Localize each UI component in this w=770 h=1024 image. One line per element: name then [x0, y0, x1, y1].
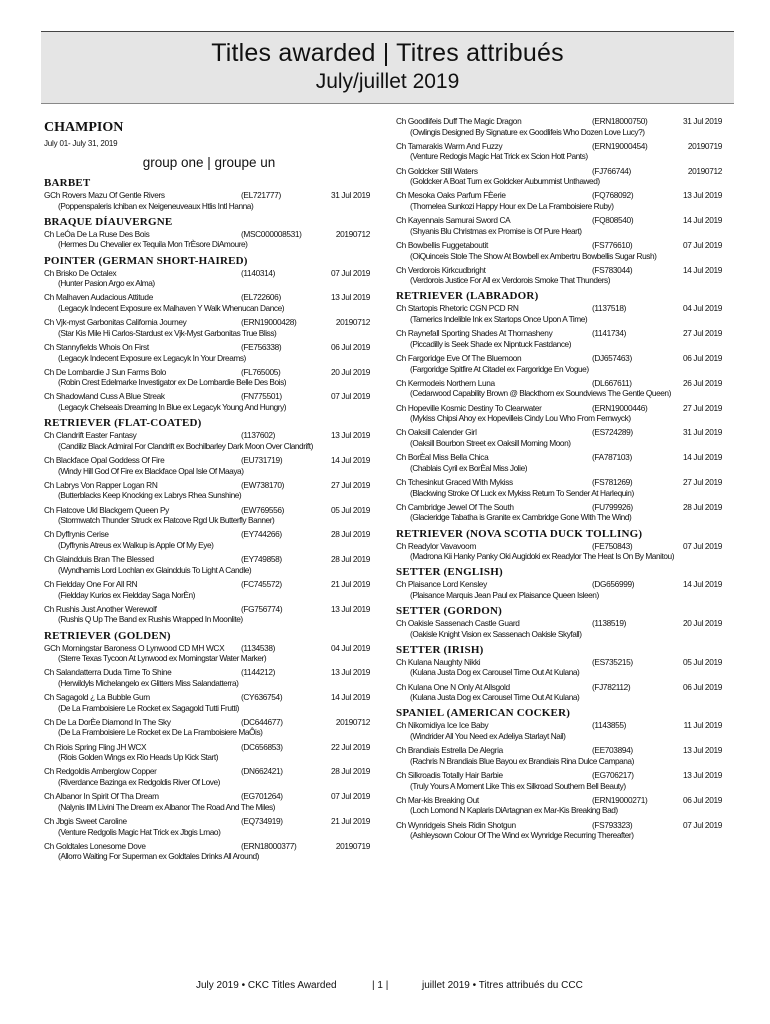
- dog-entry: [44, 317, 374, 328]
- registration-number: (FC745572): [241, 578, 282, 589]
- dog-entry: [44, 430, 374, 441]
- dog-parentage: (Tamerics Indelible Ink ex Startops Once Upon A Time): [410, 314, 588, 325]
- dog-entry: [44, 554, 374, 565]
- registration-number: (FU799926): [592, 501, 633, 512]
- dog-name: GCh Rovers Mazu Of Gentle Rivers: [44, 190, 165, 200]
- dog-parentage: (Mykiss Chipsi Ahoy ex Hopevilleis Cindy Lou Who From Fernwyck): [410, 413, 631, 424]
- dog-parentage: (Legacyk Indecent Exposure ex Legacyk In Your Dreams): [58, 352, 246, 363]
- award-date: 20190712: [335, 716, 370, 727]
- dog-name: Ch Plaisance Lord Kensley: [396, 579, 487, 590]
- dog-name: Ch Silkroadis Totally Hair Barbie: [396, 769, 503, 780]
- dog-parentage: (De La Framboisiere Le Rocket ex De La Framboisiere MaÔis): [58, 727, 263, 738]
- award-date: 13 Jul 2019: [330, 430, 370, 441]
- registration-number: (FN775501): [241, 391, 282, 402]
- award-date: 13 Jul 2019: [330, 603, 370, 614]
- page-number: | 1 |: [372, 980, 389, 991]
- registration-number: (EL721777): [241, 190, 281, 200]
- registration-number: (DL667611): [592, 377, 632, 388]
- award-date: 27 Jul 2019: [330, 479, 370, 490]
- dog-name: Ch Startopis Rhetoric CGN PCD RN: [396, 303, 519, 314]
- award-date: 21 Jul 2019: [330, 578, 370, 589]
- registration-number: (1138519): [592, 618, 627, 629]
- award-date: 13 Jul 2019: [330, 667, 370, 678]
- dog-entry: [44, 292, 374, 303]
- registration-number: (ES724289): [592, 427, 633, 438]
- dog-entry: [44, 816, 374, 827]
- dog-parentage: (Nalynis IlM Livini The Dream ex Albanor The Road And The Miles): [58, 801, 275, 812]
- registration-number: (ERN19000446): [592, 402, 648, 413]
- award-date: 07 Jul 2019: [682, 239, 722, 250]
- registration-number: (FQ808540): [592, 215, 634, 226]
- dog-parentage: (Poppenspaleris Ichiban ex Neigeneuveaux Htlis Intl Hanna): [58, 200, 254, 211]
- dog-entry: [44, 480, 374, 491]
- award-date: 14 Jul 2019: [330, 455, 370, 466]
- dog-entry: [396, 265, 726, 276]
- dog-entry: [44, 692, 374, 703]
- dog-entry: [396, 215, 726, 226]
- registration-number: (ES735215): [592, 656, 633, 667]
- dog-name: Ch Tamarakis Warm And Fuzzy: [396, 140, 503, 151]
- dog-name: Ch Kayennais Samurai Sword CA: [396, 215, 511, 226]
- registration-number: (FS776610): [592, 239, 633, 250]
- dog-parentage: (Hunter Pasion Argo ex Alma): [58, 278, 155, 289]
- dog-name: Ch Bowbellis Fuggetaboutit: [396, 239, 488, 250]
- dog-parentage: (Windy Hill God Of Fire ex Blackface Opal Isle Of Maaya): [58, 465, 244, 476]
- breed-heading: SETTER (IRISH): [396, 643, 484, 656]
- dog-entry: [44, 791, 374, 802]
- dog-parentage: (Ashleysown Colour Of The Wind ex Wynridge Recurring Thereafter): [410, 830, 634, 841]
- dog-entry: [44, 742, 374, 753]
- award-date: 27 Jul 2019: [682, 476, 722, 487]
- registration-number: (FG756774): [241, 603, 283, 614]
- registration-number: (FJ782112): [592, 681, 631, 692]
- dog-parentage: (Star Kis Mile Hi Carlos-Stardust ex Vjk-Myst Garbonitas True Bliss): [58, 327, 277, 338]
- award-date: 20 Jul 2019: [682, 618, 722, 629]
- award-date: 07 Jul 2019: [330, 791, 370, 802]
- dog-entry: [44, 643, 374, 654]
- breed-heading: RETRIEVER (GOLDEN): [44, 629, 171, 642]
- award-date: 31 Jul 2019: [682, 427, 722, 438]
- registration-number: (ERN19000428): [241, 317, 297, 328]
- dog-name: Ch Albanor In Spirit Of Tha Dream: [44, 791, 159, 802]
- award-date: 05 Jul 2019: [330, 504, 370, 515]
- dog-parentage: (Piccadilly is Seek Shade ex Nipntuck Fastdance): [410, 338, 572, 349]
- registration-number: (EG706217): [592, 769, 634, 780]
- dog-name: Ch Brisko De Octalex: [44, 267, 117, 278]
- registration-number: (CY636754): [241, 692, 283, 703]
- dog-parentage: (Owlingis Designed By Signature ex Goodlifeis Who Dozen Love Lucy?): [410, 126, 645, 137]
- dog-name: Ch Goldcker Still Waters: [396, 165, 478, 176]
- breed-heading: SETTER (GORDON): [396, 605, 502, 618]
- dog-parentage: (Goldcker A Boat Turn ex Goldcker Auburnmist Unthawed): [410, 176, 600, 187]
- registration-number: (ERN18000377): [241, 840, 297, 851]
- dog-parentage: (Kulana Justa Dog ex Carousel Time Out At Kulana): [410, 692, 580, 703]
- dog-parentage: (Fieldday Kurios ex Fieldday Saga NorÈn): [58, 589, 195, 600]
- award-date: 28 Jul 2019: [330, 554, 370, 565]
- award-date: 27 Jul 2019: [682, 328, 722, 339]
- award-date: 27 Jul 2019: [682, 402, 722, 413]
- award-date: 14 Jul 2019: [682, 264, 722, 275]
- dog-parentage: (Loch Lomond N Kaplaris DiArtagnan ex Mar-Kis Breaking Bad): [410, 805, 618, 816]
- dog-entry: [396, 618, 726, 629]
- award-date: 06 Jul 2019: [330, 341, 370, 352]
- registration-number: (DJ657463): [592, 353, 632, 364]
- registration-number: (EY744266): [241, 529, 282, 540]
- dog-parentage: (OiQuinceis Stole The Show At Bowbell ex Ambertru Bowbellis Sugar Rush): [410, 250, 657, 261]
- registration-number: (1141734): [592, 328, 627, 339]
- registration-number: (ERN18000750): [592, 116, 648, 126]
- award-date: 11 Jul 2019: [683, 720, 722, 731]
- registration-number: (EY749858): [241, 554, 282, 565]
- breed-heading: POINTER (GERMAN SHORT-HAIRED): [44, 254, 248, 267]
- award-date: 14 Jul 2019: [682, 452, 722, 463]
- dog-parentage: (Legacyk Chelseais Dreaming In Blue ex Legacyk Young And Hungry): [58, 402, 287, 413]
- dog-entry: [396, 820, 726, 831]
- dog-entry: [44, 841, 374, 852]
- dog-name: Ch Goodlifeis Duff The Magic Dragon: [396, 116, 522, 126]
- registration-number: (EQ734919): [241, 815, 283, 826]
- award-date: 20 Jul 2019: [330, 366, 370, 377]
- dog-parentage: (Blackwing Stroke Of Luck ex Mykiss Return To Sender At Harlequin): [410, 487, 634, 498]
- award-date: 20190712: [335, 228, 370, 239]
- dog-parentage: (Plaisance Marquis Jean Paul ex Plaisance Queen Isleen): [410, 589, 599, 600]
- award-date: 13 Jul 2019: [682, 190, 722, 201]
- registration-number: (FS781269): [592, 476, 633, 487]
- dog-entry: [44, 579, 374, 590]
- award-date: 07 Jul 2019: [330, 391, 370, 402]
- award-date: 14 Jul 2019: [682, 579, 722, 590]
- registration-number: (FJ766744): [592, 165, 631, 176]
- dog-name: Ch Verdorois Kirkcudbright: [396, 264, 486, 275]
- dog-name: GCh Morningstar Baroness O Lynwood CD MH WCX: [44, 642, 225, 653]
- dog-entry: [44, 342, 374, 353]
- dog-name: Ch Cambridge Jewel Of The South: [396, 501, 514, 512]
- dog-name: Ch Rushis Just Another Werewolf: [44, 603, 157, 614]
- registration-number: (ERN19000271): [592, 794, 648, 805]
- dog-parentage: (Shyanis Blu Christmas ex Promise is Of Pure Heart): [410, 225, 582, 236]
- dog-parentage: (Madrona Kii Hanky Panky Oki Augidoki ex Readylor The Heat Is On By Manitou): [410, 551, 675, 562]
- dog-name: Ch Stannyfields Whois On First: [44, 341, 149, 352]
- award-date: 28 Jul 2019: [330, 529, 370, 540]
- registration-number: (FL765005): [241, 366, 281, 377]
- dog-name: Ch Kermodeis Northern Luna: [396, 377, 495, 388]
- dog-name: Ch Shadowland Cuss A Blue Streak: [44, 391, 165, 402]
- dog-name: Ch Mesoka Oaks Parfum FÈerie: [396, 190, 506, 201]
- breed-heading: SPANIEL (AMERICAN COCKER): [396, 707, 571, 720]
- dog-name: Ch Flatcove Ukl Blackgem Queen Py: [44, 504, 169, 515]
- dog-name: Ch BorÈal Miss Bella Chica: [396, 452, 489, 463]
- dog-name: Ch Malhaven Audacious Attitude: [44, 292, 153, 303]
- registration-number: (1134538): [241, 642, 276, 653]
- registration-number: (DN662421): [241, 766, 283, 777]
- breed-heading: BARBET: [44, 177, 91, 189]
- dog-parentage: (Venture Redgolis Magic Hat Trick ex Jbgis Lmao): [58, 826, 221, 837]
- dog-parentage: (Chablais Cyril ex BorÈal Miss Jolie): [410, 462, 528, 473]
- registration-number: (FS783044): [592, 264, 633, 275]
- award-date: 31 Jul 2019: [682, 116, 722, 126]
- dog-name: Ch Hopeville Kosmic Destiny To Clearwater: [396, 402, 542, 413]
- registration-number: (DC644677): [241, 716, 283, 727]
- dog-entry: [396, 720, 726, 731]
- dog-parentage: (Fargoridge Spitfire At Citadel ex Fargoridge En Vogue): [410, 363, 589, 374]
- registration-number: (1137518): [592, 303, 627, 314]
- dog-name: Ch Glaindduis Bran The Blessed: [44, 554, 154, 565]
- dog-parentage: (Riois Golden Wings ex Rio Heads Up Kick Start): [58, 752, 219, 763]
- award-date: 28 Jul 2019: [330, 766, 370, 777]
- dog-parentage: (Oakisle Knight Vision ex Sassenach Oakisle Skyfall): [410, 628, 582, 639]
- dog-name: Ch Jbgis Sweet Caroline: [44, 815, 127, 826]
- award-date: 07 Jul 2019: [682, 540, 722, 551]
- dog-parentage: (Rushis Q Up The Band ex Rushis Wrapped In Moonlite): [58, 614, 243, 625]
- award-date: 21 Jul 2019: [330, 815, 370, 826]
- dog-name: Ch Wynridgeis Sheis Ridin Shotgun: [396, 819, 516, 830]
- left-column: [44, 116, 374, 866]
- registration-number: (FE756338): [241, 341, 282, 352]
- dog-parentage: (Legacyk Indecent Exposure ex Malhaven Y Walk Whenucan Dance): [58, 302, 285, 313]
- dog-entry: [396, 770, 726, 781]
- registration-number: (EW769556): [241, 504, 285, 515]
- award-date: 06 Jul 2019: [682, 681, 722, 692]
- registration-number: (FA787103): [592, 452, 632, 463]
- award-date: 20190712: [687, 165, 722, 176]
- dog-entry: [396, 166, 726, 177]
- award-date: 13 Jul 2019: [330, 292, 370, 303]
- dog-entry: [396, 116, 726, 127]
- dog-entry: [396, 190, 726, 201]
- dog-entry: [44, 367, 374, 378]
- dog-name: Ch Sagagold ¿ La Bubble Gum: [44, 692, 150, 703]
- award-date: 20190719: [335, 840, 370, 851]
- dog-parentage: (Rachris N Brandiais Blue Bayou ex Brandiais Rina Dulce Campana): [410, 755, 634, 766]
- dog-name: Ch Salandatterra Duda Time To Shine: [44, 667, 172, 678]
- dog-parentage: (Kulana Justa Dog ex Carousel Time Out At Kulana): [410, 667, 580, 678]
- footer: [0, 978, 770, 994]
- registration-number: (1144212): [241, 667, 276, 678]
- registration-number: (MSC000008531): [241, 228, 302, 239]
- page-subtitle: July/juillet 2019: [315, 70, 460, 93]
- dog-name: Ch Kulana Naughty Nikki: [396, 656, 481, 667]
- dog-parentage: (Truly Yours A Moment Like This ex Silkroad Southern Bell Beauty): [410, 780, 626, 791]
- dog-entry: [396, 795, 726, 806]
- dog-entry: [396, 303, 726, 314]
- registration-number: (1140314): [241, 267, 276, 278]
- registration-number: (EU731719): [241, 455, 283, 466]
- dog-parentage: (Verdorois Justice For All ex Verdorois Smoke That Thunders): [410, 275, 611, 286]
- dog-name: Ch Fieldday One For All RN: [44, 578, 138, 589]
- dog-entry: [44, 391, 374, 402]
- dog-entry: [396, 477, 726, 488]
- award-date: 04 Jul 2019: [682, 303, 722, 314]
- dog-parentage: (Allorro Waiting For Superman ex Goldtales Drinks All Around): [58, 851, 259, 862]
- dog-name: Ch Dyffrynis Cerise: [44, 529, 109, 540]
- dog-entry: [396, 328, 726, 339]
- dog-parentage: (Herwildyls Michelangelo ex Glitters Miss Salandatterra): [58, 677, 239, 688]
- dog-name: Ch Redgoldis Amberglow Copper: [44, 766, 157, 777]
- dog-parentage: (Butterblacks Keep Knocking ex Labrys Rhea Sunshine): [58, 490, 242, 501]
- dog-parentage: (Wyndhamis Lord Lochlan ex Glaindduis To Light A Candle): [58, 564, 252, 575]
- dog-name: Ch Raynefall Sporting Shades At Thornasheny: [396, 328, 553, 339]
- award-date: 14 Jul 2019: [682, 215, 722, 226]
- registration-number: (EG701264): [241, 791, 283, 802]
- registration-number: (EW738170): [241, 479, 285, 490]
- registration-number: (FS793323): [592, 819, 633, 830]
- dog-entry: [396, 541, 726, 552]
- dog-name: Ch Oakisle Sassenach Castle Guard: [396, 618, 520, 629]
- dog-name: Ch Goldtales Lonesome Dove: [44, 840, 146, 851]
- date-range: July 01- July 31, 2019: [44, 139, 118, 148]
- award-date: 05 Jul 2019: [682, 656, 722, 667]
- footer-left: July 2019 • CKC Titles Awarded: [196, 980, 337, 991]
- champion-heading: CHAMPION: [44, 120, 124, 135]
- dog-parentage: (Sterre Texas Tycoon At Lynwood ex Morningstar Water Marker): [58, 653, 267, 664]
- award-date: 26 Jul 2019: [682, 377, 722, 388]
- page-title: Titles awarded | Titres attribués: [211, 39, 564, 67]
- dog-parentage: (De La Framboisiere Le Rocket ex Sagagold Tutti Frutti): [58, 702, 239, 713]
- registration-number: (1137602): [241, 430, 276, 441]
- award-date: 07 Jul 2019: [682, 819, 722, 830]
- registration-number: (EE703894): [592, 745, 633, 756]
- dog-entry: [44, 667, 374, 678]
- dog-entry: [396, 353, 726, 364]
- dog-entry: [396, 502, 726, 513]
- breed-heading: RETRIEVER (NOVA SCOTIA DUCK TOLLING): [396, 527, 643, 540]
- dog-name: Ch Vjk-myst Garbonitas California Journey: [44, 317, 187, 328]
- dog-entry: [396, 657, 726, 668]
- dog-name: Ch Mar-kis Breaking Out: [396, 794, 479, 805]
- dog-entry: [44, 268, 374, 279]
- registration-number: (EL722606): [241, 292, 281, 303]
- breed-heading: BRAQUE DÍAUVERGNE: [44, 215, 173, 228]
- dog-entry: [396, 141, 726, 152]
- dog-name: Ch Riois Spring Fling JH WCX: [44, 741, 147, 752]
- dog-parentage: (Robin Crest Edelmarke Investigator ex De Lombardie Belle Des Bois): [58, 377, 287, 388]
- dog-name: Ch De La DorÈe Diamond In The Sky: [44, 716, 171, 727]
- dog-name: Ch LeÓa De La Ruse Des Bois: [44, 228, 150, 239]
- award-date: 20190712: [335, 317, 370, 328]
- award-date: 04 Jul 2019: [330, 642, 370, 653]
- registration-number: (ERN19000454): [592, 140, 648, 151]
- award-date: 13 Jul 2019: [682, 769, 722, 780]
- dog-entry: [44, 604, 374, 615]
- footer-right: juillet 2019 • Titres attribués du CCC: [422, 980, 583, 991]
- dog-name: Ch Kulana One N Only At Allsgold: [396, 681, 510, 692]
- dog-parentage: (Hermes Du Chevalier ex Tequila Mon TrÈsore DiAmoure): [58, 239, 248, 250]
- dog-parentage: (Oaksill Bourbon Street ex Oaksill Morning Moon): [410, 437, 571, 448]
- registration-number: (1143855): [592, 720, 627, 731]
- award-date: 14 Jul 2019: [330, 692, 370, 703]
- dog-name: Ch Fargoridge Eve Of The Bluemoon: [396, 353, 522, 364]
- dog-entry: [396, 579, 726, 590]
- dog-parentage: (Riverdance Bazinga ex Redgoldis River Of Love): [58, 777, 220, 787]
- dog-name: Ch Brandiais Estrella De Alegria: [396, 745, 503, 756]
- award-date: 20190719: [687, 140, 722, 151]
- title-banner: [41, 31, 734, 104]
- dog-name: Ch Clandrift Easter Fantasy: [44, 430, 137, 441]
- dog-parentage: (Stormwatch Thunder Struck ex Flatcove Rgd Uk Butterfly Banner): [58, 515, 275, 526]
- award-date: 31 Jul 2019: [330, 190, 370, 200]
- dog-entry: [44, 190, 374, 201]
- registration-number: (FQ768092): [592, 190, 634, 201]
- registration-number: (DG656999): [592, 579, 635, 590]
- dog-parentage: (Cedarwood Capability Brown @ Blackthorn ex Soundviews The Gentle Queen): [410, 388, 671, 399]
- group-heading: group one | groupe un: [142, 155, 276, 170]
- dog-parentage: (Windrider All You Need ex Adeliya Starlayt Nail): [410, 731, 566, 741]
- dog-entry: [396, 427, 726, 438]
- registration-number: (DC656853): [241, 741, 283, 752]
- right-column: [396, 116, 726, 844]
- award-date: 06 Jul 2019: [682, 794, 722, 805]
- dog-entry: [44, 717, 374, 728]
- dog-entry: [44, 455, 374, 466]
- dog-name: Ch Oaksill Calender Girl: [396, 427, 477, 438]
- dog-parentage: (Venture Redogis Magic Hat Trick ex Scion Hott Pants): [410, 151, 588, 162]
- breed-heading: SETTER (ENGLISH): [396, 566, 503, 579]
- dog-entry: [396, 745, 726, 756]
- award-date: 13 Jul 2019: [682, 745, 722, 756]
- dog-entry: [44, 766, 374, 777]
- dog-name: Ch De Lombardie J Sun Farms Bolo: [44, 366, 167, 377]
- dog-name: Ch Nikomidiya Ice Ice Baby: [396, 720, 489, 731]
- dog-parentage: (Dyffrynis Atreus ex Walkup is Apple Of My Eye): [58, 539, 214, 550]
- award-date: 28 Jul 2019: [682, 501, 722, 512]
- dog-parentage: (Candiliz Black Admiral For Clandrift ex Bochilbarley Dark Moon Over Clandrift): [58, 440, 313, 451]
- dog-entry: [44, 229, 374, 240]
- dog-entry: [44, 529, 374, 540]
- breed-heading: RETRIEVER (LABRADOR): [396, 290, 539, 303]
- dog-entry: [396, 452, 726, 463]
- dog-name: Ch Readylor Vavavoom: [396, 540, 477, 551]
- award-date: 06 Jul 2019: [682, 353, 722, 364]
- registration-number: (FE750843): [592, 540, 633, 551]
- award-date: 07 Jul 2019: [330, 267, 370, 278]
- dog-name: Ch Tchesinkut Graced With Mykiss: [396, 476, 513, 487]
- breed-heading: RETRIEVER (FLAT-COATED): [44, 417, 202, 430]
- dog-name: Ch Labrys Von Rapper Logan RN: [44, 479, 158, 490]
- dog-entry: [396, 682, 726, 693]
- dog-name: Ch Blackface Opal Goddess Of Fire: [44, 455, 165, 466]
- dog-entry: [396, 403, 726, 414]
- dog-entry: [44, 505, 374, 516]
- dog-entry: [396, 240, 726, 251]
- dog-parentage: (Thornelea Sunkozi Happy Hour ex De La Framboisiere Ruby): [410, 200, 614, 211]
- award-date: 22 Jul 2019: [330, 741, 370, 752]
- dog-entry: [396, 378, 726, 389]
- dog-parentage: (Glacieridge Tabatha is Granite ex Cambridge Gone With The Wind): [410, 512, 632, 523]
